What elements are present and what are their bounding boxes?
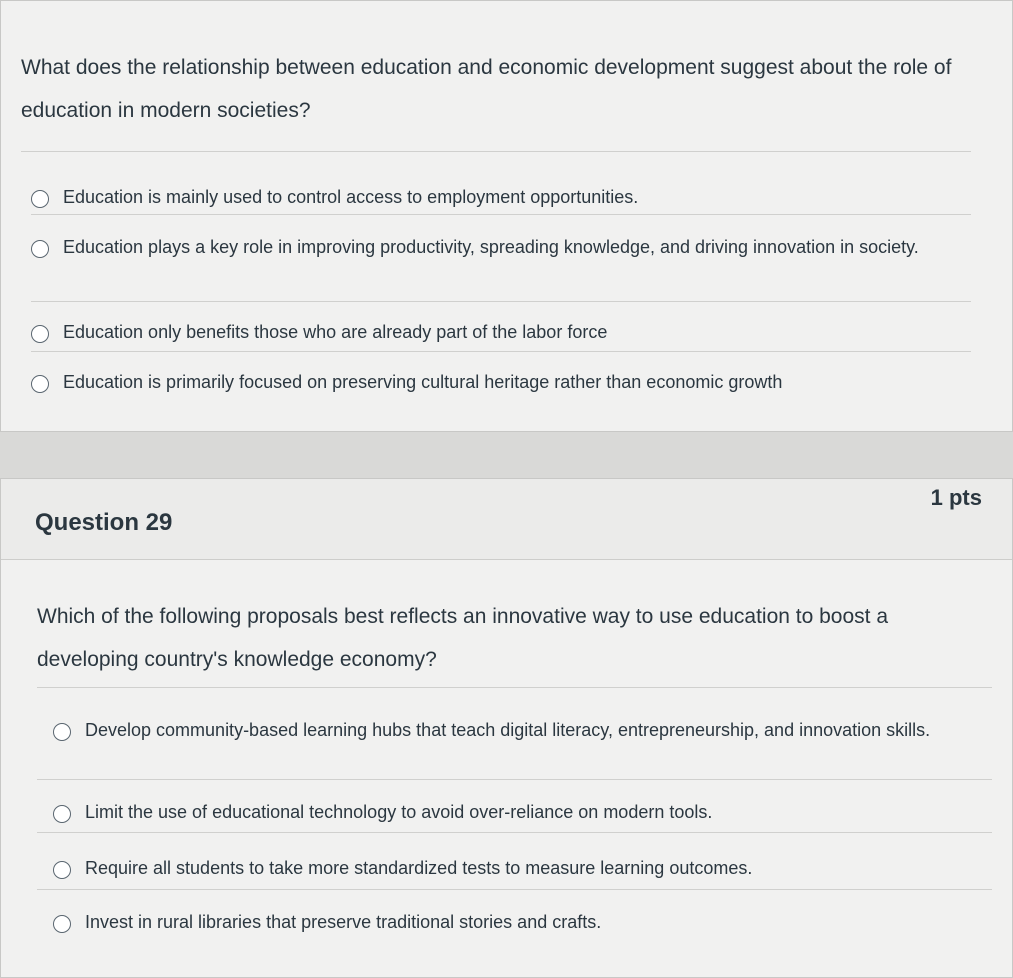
answer-label: Develop community-based learning hubs that teach digital literacy, entrepreneurship, and innovation skills. <box>85 720 931 740</box>
divider <box>21 151 971 152</box>
answer-label: Education is mainly used to control access to employment opportunities. <box>63 187 639 207</box>
answer-label: Require all students to take more standardized tests to measure learning outcomes. <box>85 858 753 878</box>
radio-button[interactable] <box>53 805 71 823</box>
radio-button[interactable] <box>53 915 71 933</box>
divider <box>37 889 992 890</box>
question-title: Question 29 <box>35 509 173 536</box>
answer-option-3[interactable] <box>53 857 963 883</box>
answer-option-2[interactable] <box>31 236 956 262</box>
divider <box>31 351 971 352</box>
radio-button[interactable] <box>31 240 49 258</box>
question-text: Which of the following proposals best reflects an innovative way to use education to boost a developing country's knowledge economy? <box>37 605 888 671</box>
answer-option-1[interactable] <box>31 186 961 212</box>
question-card-29 <box>0 478 1013 978</box>
radio-button[interactable] <box>53 723 71 741</box>
radio-button[interactable] <box>31 190 49 208</box>
answer-label: Education plays a key role in improving productivity, spreading knowledge, and driving innovation in society. <box>63 237 919 257</box>
answer-option-2[interactable] <box>53 801 963 827</box>
divider <box>37 832 992 833</box>
radio-button[interactable] <box>53 861 71 879</box>
divider <box>31 301 971 302</box>
question-card-28 <box>0 0 1013 432</box>
question-text: What does the relationship between education and economic development suggest about the role of education in modern societies? <box>21 56 952 122</box>
question-points: 1 pts <box>930 485 982 510</box>
divider <box>31 214 971 215</box>
answer-label: Education is primarily focused on preserving cultural heritage rather than economic growth <box>63 372 783 392</box>
radio-button[interactable] <box>31 375 49 393</box>
radio-button[interactable] <box>31 325 49 343</box>
answer-label: Education only benefits those who are already part of the labor force <box>63 322 608 342</box>
divider <box>37 779 992 780</box>
answer-label: Invest in rural libraries that preserve traditional stories and crafts. <box>85 912 602 932</box>
answer-option-1[interactable] <box>53 719 963 745</box>
answer-label: Limit the use of educational technology to avoid over-reliance on modern tools. <box>85 802 713 822</box>
answer-option-3[interactable] <box>31 321 961 347</box>
answer-option-4[interactable] <box>31 371 961 397</box>
answer-option-4[interactable] <box>53 911 963 937</box>
divider <box>37 687 992 688</box>
question-header <box>1 479 1012 560</box>
